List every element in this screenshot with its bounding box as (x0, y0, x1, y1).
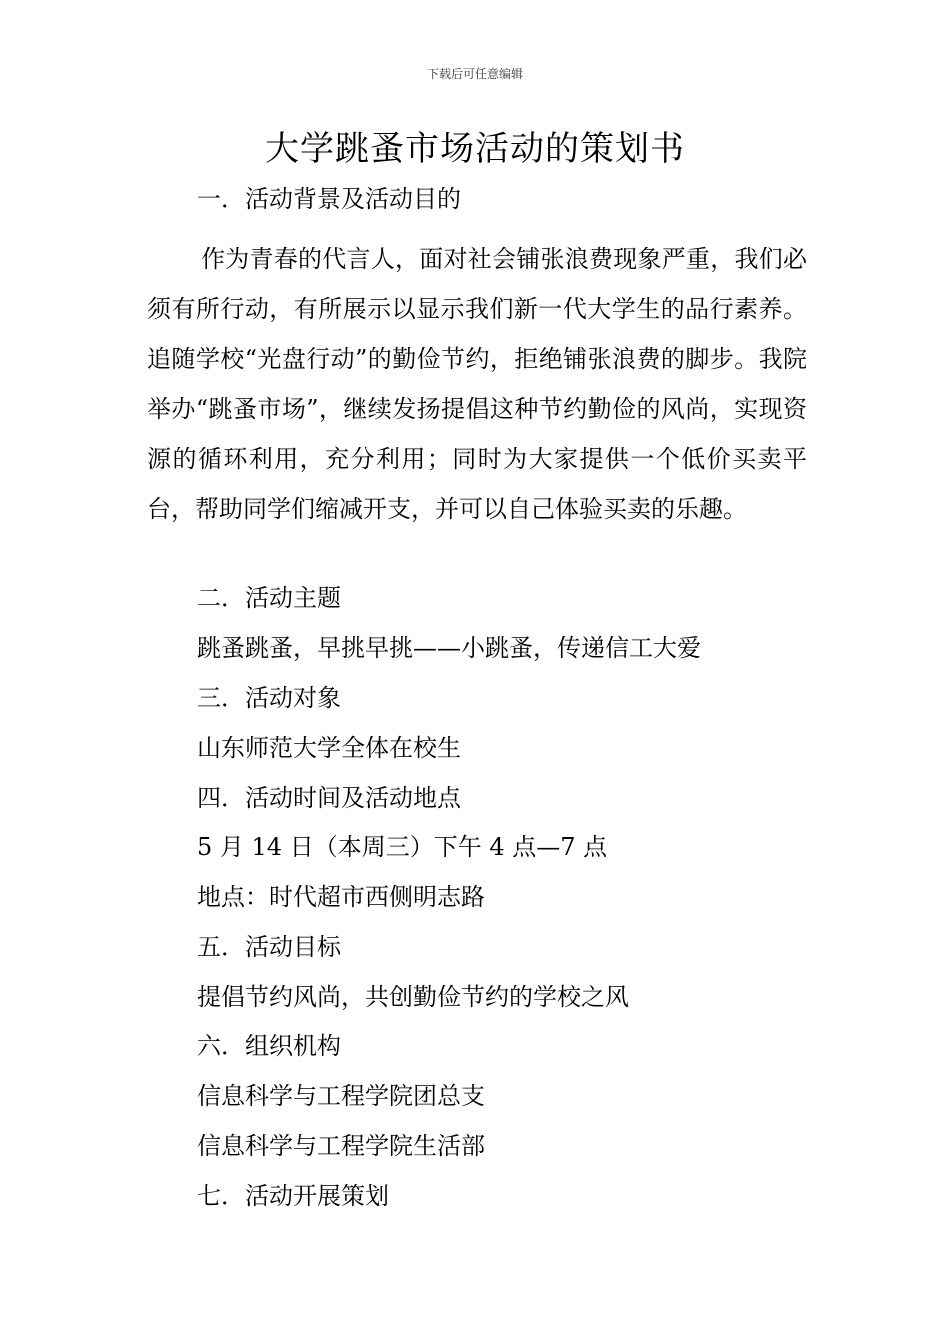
section-body-theme: 跳蚤跳蚤，早挑早挑——小跳蚤，传递信工大爱 (197, 634, 701, 662)
header-note: 下载后可任意编辑 (426, 67, 523, 81)
section-body-place: 地点：时代超市西侧明志路 (197, 883, 485, 911)
section-heading-goal: 五．活动目标 (197, 933, 341, 961)
section-body-organization-1: 信息科学与工程学院团总支 (197, 1082, 485, 1110)
section-body-organization-2: 信息科学与工程学院生活部 (197, 1132, 485, 1160)
section-body-background: 作为青春的代言人，面对社会铺张浪费现象严重，我们必须有所行动，有所展示以显示我们新一代大学生的品行素养。追随学校“光盘行动”的勤俭节约，拒绝铺张浪费的脚步。我院举办“跳蚤市场”，继续发扬提倡这种节约勤俭的风尚，实现资源的循环利用，充分利用；同时为大家提供一个低价买卖平台，帮助同学们缩减开支，并可以自己体验买卖的乐趣。 (147, 245, 807, 523)
section-heading-theme: 二．活动主题 (197, 584, 341, 612)
section-body-audience: 山东师范大学全体在校生 (197, 734, 461, 762)
section-heading-planning: 七．活动开展策划 (197, 1182, 389, 1210)
document-title: 大学跳蚤市场活动的策划书 (265, 129, 685, 169)
section-body-goal: 提倡节约风尚，共创勤俭节约的学校之风 (197, 983, 629, 1011)
section-heading-background: 一．活动背景及活动目的 (197, 185, 461, 213)
section-heading-audience: 三．活动对象 (197, 684, 341, 712)
section-heading-time-place: 四．活动时间及活动地点 (197, 784, 461, 812)
section-heading-organization: 六．组织机构 (197, 1032, 341, 1060)
section-body-time: 5 月 14 日（本周三）下午 4 点—7 点 (197, 833, 608, 861)
